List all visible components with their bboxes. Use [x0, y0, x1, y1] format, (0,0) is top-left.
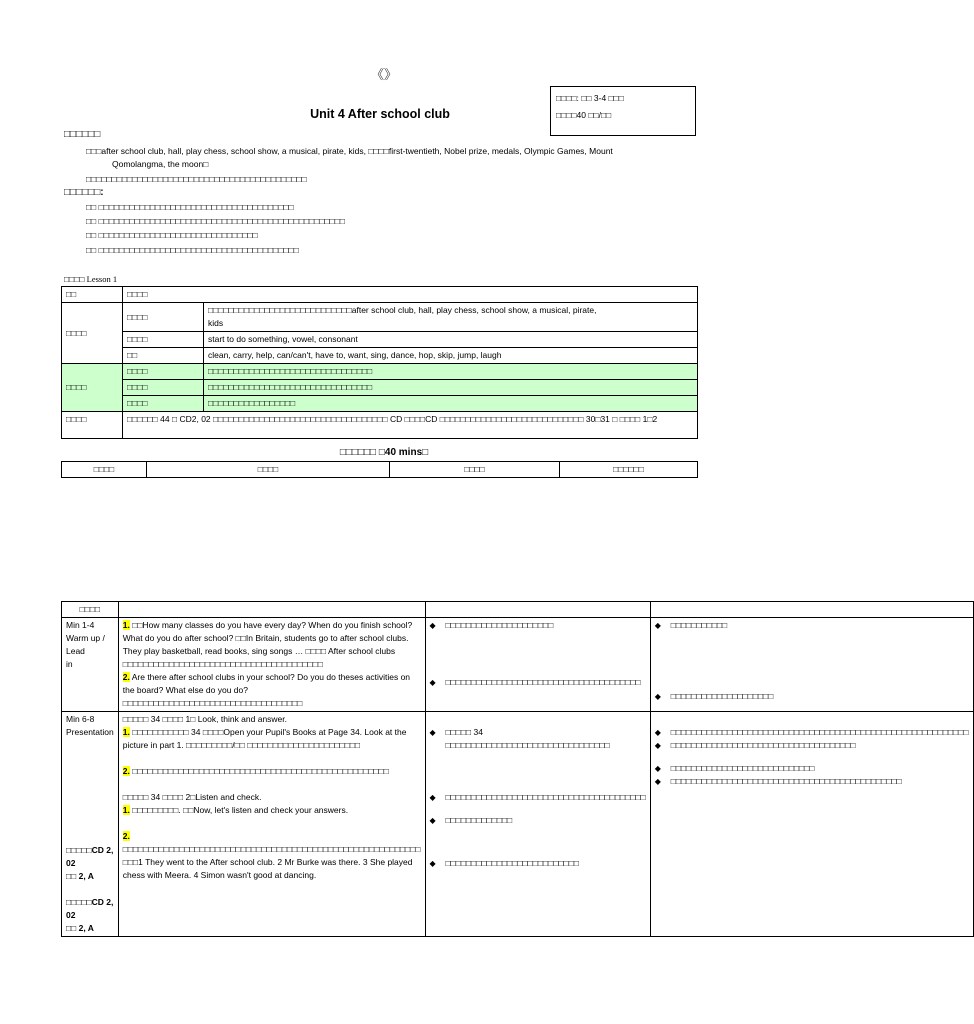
procedure-head-3: □□□□	[390, 462, 560, 478]
focus-sub-1: □□□□	[123, 364, 204, 380]
prep-label: □□□□	[62, 412, 123, 439]
main-head-2	[118, 602, 425, 618]
focus-sub-3: □□□□	[123, 396, 204, 412]
purpose-item: ◆ □□□□□□□□□□□□□□□□□□□□□□□□□□□□□□□□□□□□□□□□□□□□□□□□□□□□□□□□□□	[655, 726, 969, 739]
lesson-info-box	[550, 86, 696, 136]
step-text: Are there after school clubs in your school? Do you do theses activities on the board? What else do you do? □□□□□□□□□□□□□□□□□□□□□□□□□□□□□□□□□□□	[122, 672, 411, 708]
goals-heading: □□□□□□	[64, 129, 101, 140]
stage-name: Presentation	[66, 727, 114, 737]
step-number: 2.	[122, 831, 130, 841]
procedure-head-1: □□□□	[62, 462, 147, 478]
focus-text-1: □□□□□□□□□□□□□□□□□□□□□□□□□□□□□□□□	[204, 364, 698, 380]
answer-text: □□□1 They went to the After school club. 2 Mr Burke was there. 3 She played chess with Meera. 4 Simon wasn't good at dancing.	[122, 857, 413, 880]
resource-1b: □□ 2, A	[66, 871, 94, 881]
stage-time: Min 1-4	[66, 620, 95, 630]
focus-text-2: □□□□□□□□□□□□□□□□□□□□□□□□□□□□□□□□	[204, 380, 698, 396]
activity-cell	[118, 618, 425, 712]
skill-line: □□□□□□□□□□□□□□□□□□□□□□□□□□□□□□□□□□□□□□□□□□□	[86, 174, 307, 184]
step-number: 1.	[122, 620, 130, 630]
main-head-3	[425, 602, 650, 618]
student-activity: ◆ □□□□□□□□□□□□□□□□□□□□□□□□□□□□□□□□□□□□□□	[430, 676, 646, 689]
document-title: 《》	[370, 67, 397, 82]
objectives-table	[61, 286, 698, 439]
vocab-line: □□□after school club, hall, play chess, school show, a musical, pirate, kids, □□□□first-twentieth, Nobel prize, medals, Olympic Games, Mount	[86, 146, 613, 156]
table-row	[62, 712, 974, 937]
knowledge-sub-1: □□□□	[123, 303, 204, 332]
focus-text-3: □□□□□□□□□□□□□□□□□	[204, 396, 698, 412]
stage-name: Warm up / Lead	[66, 633, 105, 656]
student-activity: ◆ □□□□□ 34 □□□□□□□□□□□□□□□□□□□□□□□□□□□□□□□□	[430, 726, 646, 752]
resource-2: □□□□□CD 2, 02	[66, 897, 114, 920]
knowledge-text-1	[204, 303, 698, 332]
student-activity: ◆ □□□□□□□□□□□□□□□□□□□□□□□□□□	[430, 857, 646, 870]
procedure-head-2: □□□□	[147, 462, 390, 478]
step-number: 1.	[122, 805, 130, 815]
stage-cell	[62, 712, 119, 937]
info-line-duration: □□□□40 □□/□□	[556, 110, 612, 120]
purpose-cell	[650, 618, 973, 712]
lesson-label: □□□□ Lesson 1	[64, 274, 118, 284]
goal-item-3: □□ □□□□□□□□□□□□□□□□□□□□□□□□□□□□□□□	[86, 230, 258, 240]
activity-cell	[118, 712, 425, 937]
knowledge-text-1-value: □□□□□□□□□□□□□□□□□□□□□□□□□□□□after school club, hall, play chess, school show, a musical, pirate, kids	[208, 305, 597, 328]
student-activity: ◆ □□□□□□□□□□□□□□□□□□□□□	[430, 619, 646, 632]
goals-heading-2: □□□□□□:	[64, 187, 104, 198]
step-text: □□□□□□□□□□□□□□□□□□□□□□□□□□□□□□□□□□□□□□□□□□□□□□□□□□	[132, 766, 389, 776]
purpose-item: ◆ □□□□□□□□□□□□□□□□□□□□□□□□□□□□□□□□□□□□□□□□□□□□□	[655, 775, 969, 788]
stage-name-cont: in	[66, 659, 73, 669]
goal-item-1: □□ □□□□□□□□□□□□□□□□□□□□□□□□□□□□□□□□□□□□□□	[86, 202, 294, 212]
knowledge-text-3: clean, carry, help, can/can't, have to, want, sing, dance, hop, skip, jump, laugh	[204, 348, 698, 364]
part-2-intro: □□□□□ 34 □□□□ 2□Listen and check.	[122, 792, 262, 802]
part-1-intro: □□□□□ 34 □□□□ 1□ Look, think and answer.	[122, 714, 288, 724]
stage-time: Min 6-8	[66, 714, 95, 724]
student-cell	[425, 712, 650, 937]
vocab-line-continued: Qomolangma, the moon□	[112, 159, 209, 169]
procedure-table	[61, 601, 974, 937]
procedure-head-4: □□□□□□	[560, 462, 698, 478]
student-activity: ◆ □□□□□□□□□□□□□□□□□□□□□□□□□□□□□□□□□□□□□□□	[430, 791, 646, 804]
knowledge-sub-3: □□	[123, 348, 204, 364]
knowledge-label: □□□□	[62, 303, 123, 364]
stage-cell	[62, 618, 119, 712]
student-cell	[425, 618, 650, 712]
objectives-head-col1: □□	[62, 287, 123, 303]
step-text: □□□□□□□□□□□□□□□□□□□□□□□□□□□□□□□□□□□□□□□□□□□□□□□□□□□□□□□□□□	[122, 844, 421, 854]
step-number: 1.	[122, 727, 130, 737]
knowledge-text-2: start to do something, vowel, consonant	[204, 332, 698, 348]
purpose-item: ◆ □□□□□□□□□□□□□□□□□□□□□□□□□□□□□□□□□□□□	[655, 739, 969, 752]
procedure-header-table	[61, 461, 698, 478]
procedure-title: □□□□□□ □40 mins□	[339, 447, 429, 458]
purpose-item: ◆ □□□□□□□□□□□□□□□□□□□□□□□□□□□□	[655, 762, 969, 775]
focus-label: □□□□	[62, 364, 123, 412]
resource-2b: □□ 2, A	[66, 923, 94, 933]
prep-text: □□□□□□ 44 □ CD2, 02 □□□□□□□□□□□□□□□□□□□□□□□□□□□□□□□□□□ CD □□□□CD □□□□□□□□□□□□□□□□□□□□□□□□□□□□ 30□31 □ □□□□ 1□2	[123, 412, 698, 439]
goal-item-2: □□ □□□□□□□□□□□□□□□□□□□□□□□□□□□□□□□□□□□□□□□□□□□□□□□□	[86, 216, 346, 226]
focus-sub-2: □□□□	[123, 380, 204, 396]
step-number: 2.	[122, 672, 130, 682]
student-activity: ◆ □□□□□□□□□□□□□	[430, 814, 646, 827]
purpose-cell	[650, 712, 973, 937]
knowledge-sub-2: □□□□	[123, 332, 204, 348]
step-text: □□How many classes do you have every day? When do you finish school? What do you do after school? □□In Britain, students go to after school clubs. They play basketball, read books, sing songs … □□□□ After school clubs □□□□□□□□□□□□□□□□□□□□□□□□□□□□□□□□□□□□□□□	[122, 620, 413, 669]
main-head-4	[650, 602, 973, 618]
step-text: □□□□□□□□□. □□Now, let's listen and check your answers.	[132, 805, 349, 815]
objectives-head-col2: □□□□	[123, 287, 698, 303]
main-head-1: □□□□	[62, 602, 119, 618]
step-number: 2.	[122, 766, 130, 776]
step-text: □□□□□□□□□□□ 34 □□□□Open your Pupil's Books at Page 34. Look at the picture in part 1. □□□□□□□□□/□□ □□□□□□□□□□□□□□□□□□□□□□	[122, 727, 407, 750]
table-row	[62, 618, 974, 712]
purpose-item: ◆ □□□□□□□□□□□	[655, 619, 969, 632]
resource-1: □□□□□CD 2, 02	[66, 845, 114, 868]
goal-item-4: □□ □□□□□□□□□□□□□□□□□□□□□□□□□□□□□□□□□□□□□□□	[86, 245, 299, 255]
unit-title: Unit 4 After school club	[310, 107, 450, 121]
info-line-grade: □□□□: □□ 3-4 □□□	[556, 93, 624, 103]
purpose-item: ◆ □□□□□□□□□□□□□□□□□□□□	[655, 690, 969, 703]
